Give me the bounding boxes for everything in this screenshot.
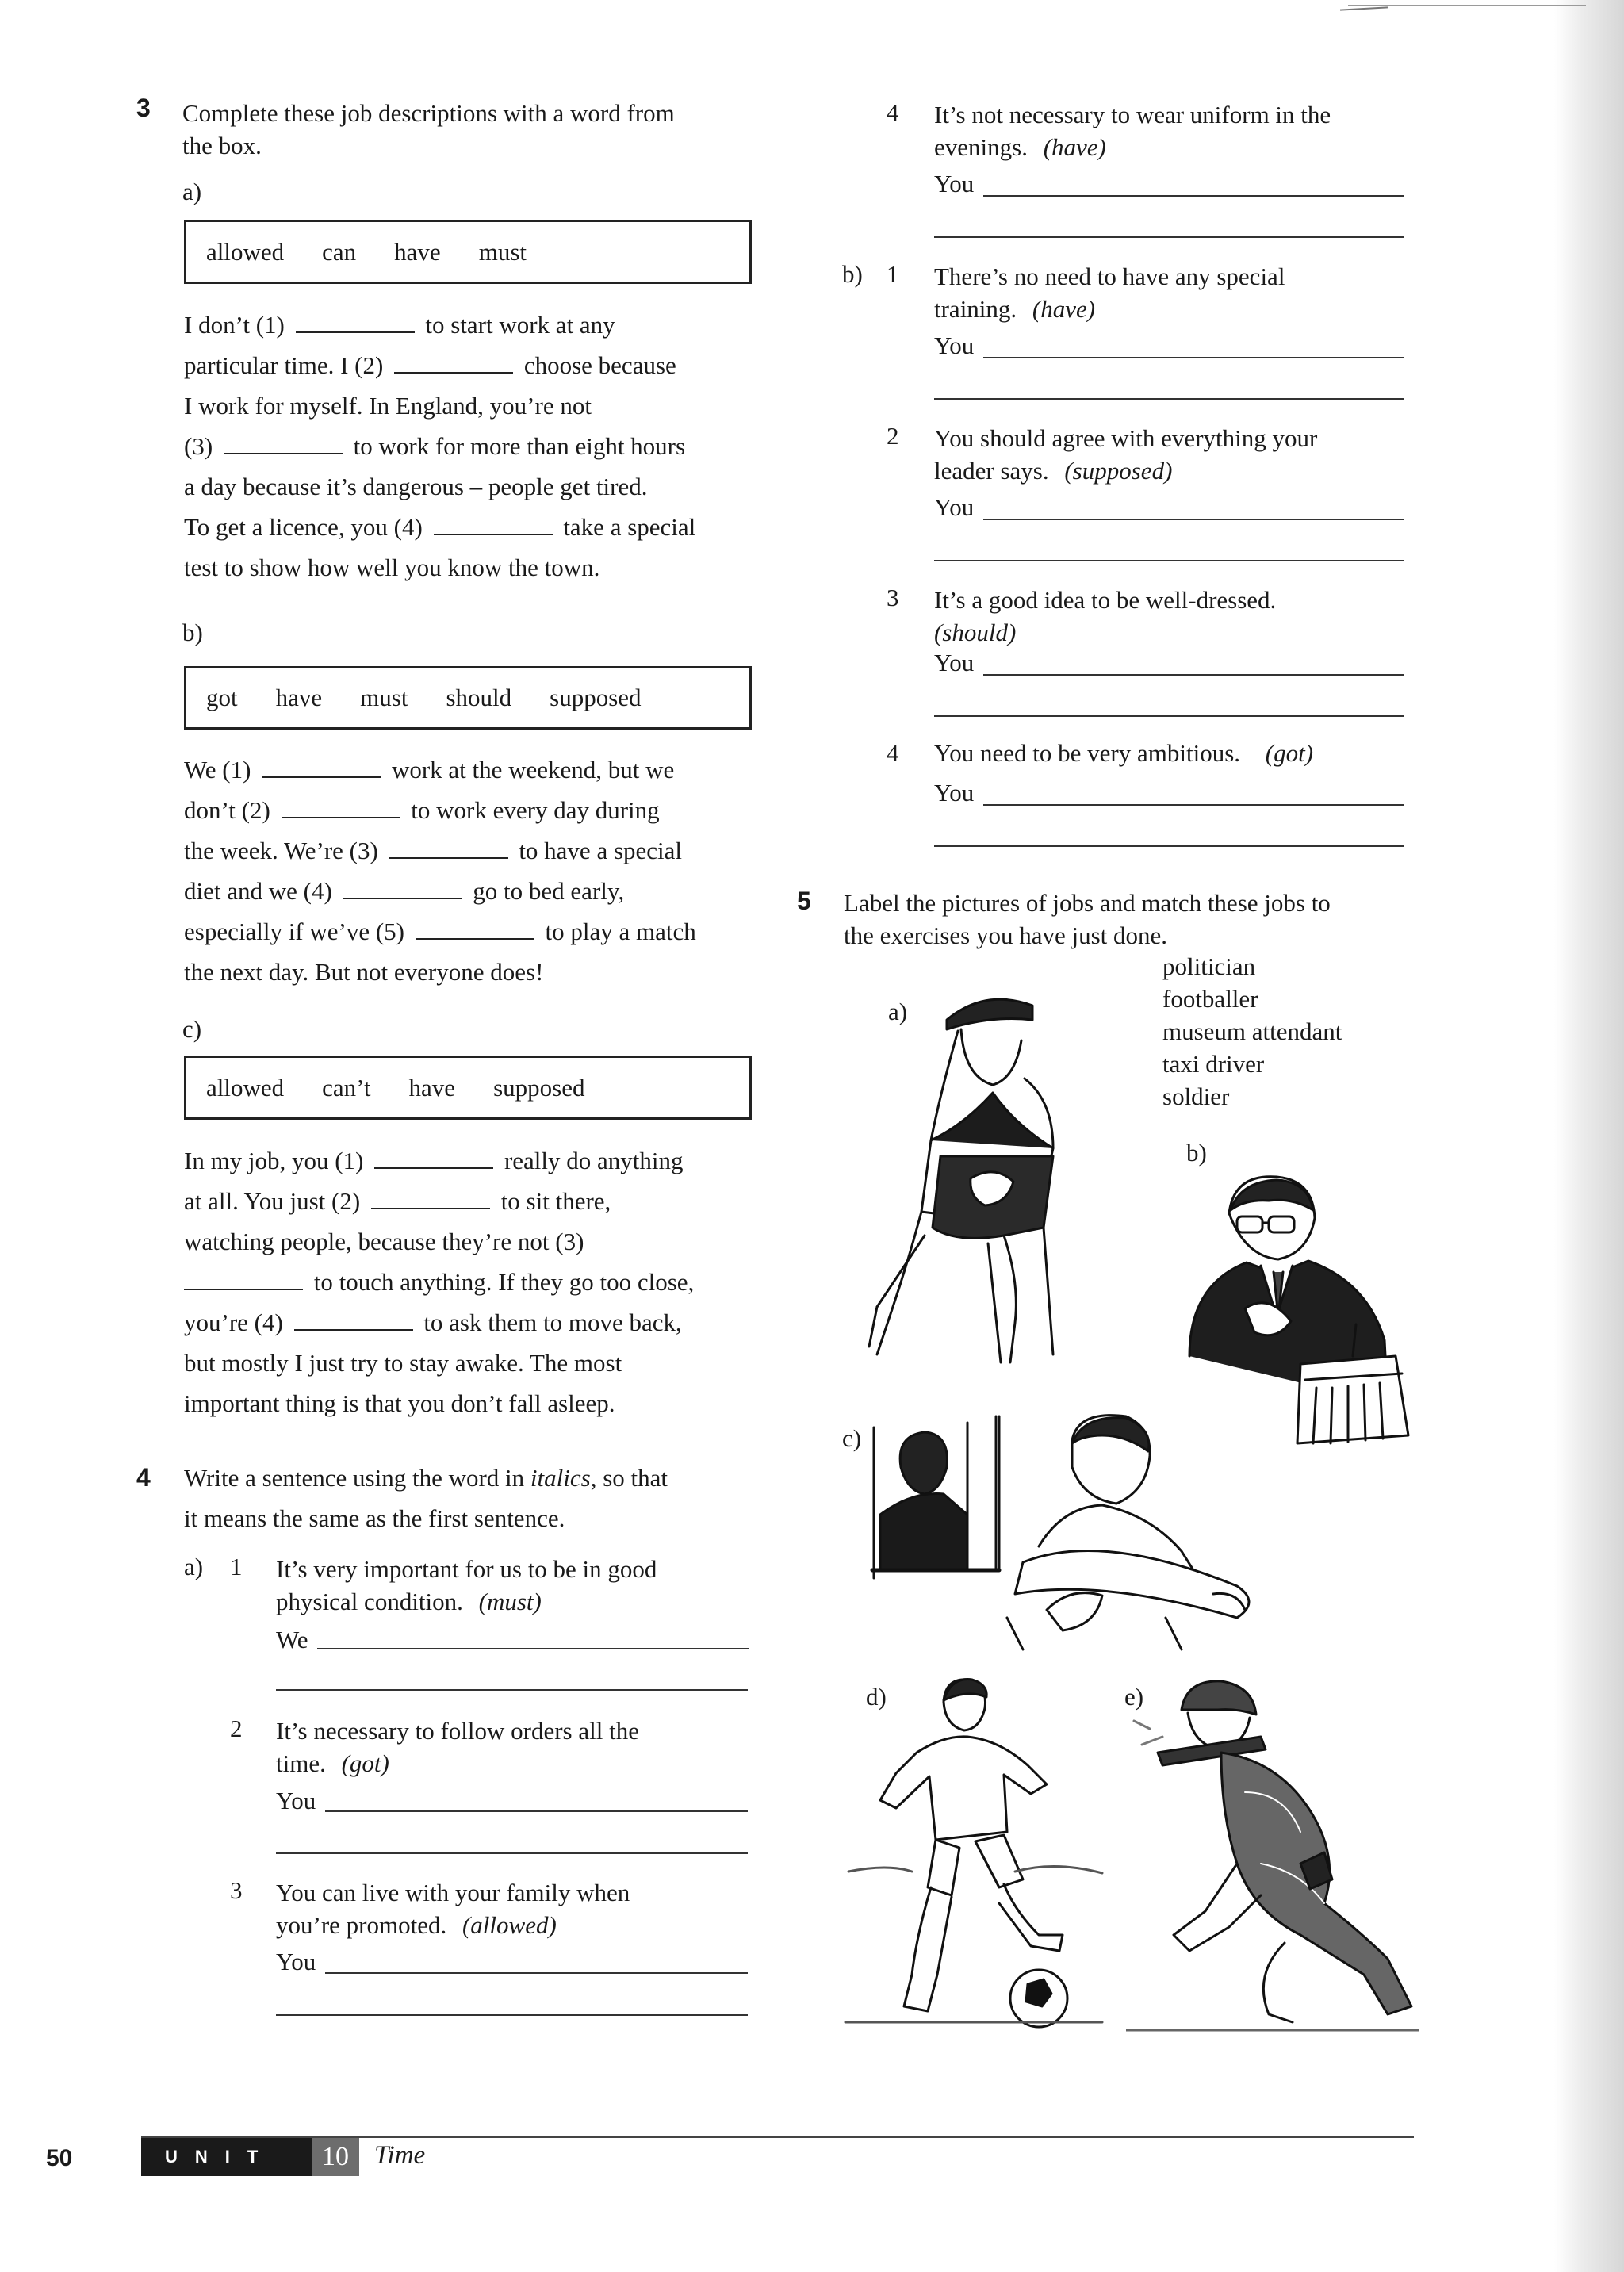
answer-line[interactable] bbox=[983, 195, 1404, 197]
box-word: got bbox=[206, 683, 238, 711]
item-text: There’s no need to have any special training. (have) bbox=[934, 262, 1285, 323]
text-line: at all. You just (2) to sit there, bbox=[184, 1181, 694, 1221]
footballer-illustration bbox=[841, 1673, 1110, 2038]
answer-blank[interactable] bbox=[224, 429, 343, 454]
answer-blank[interactable] bbox=[394, 348, 513, 374]
answer-start: You bbox=[934, 331, 975, 359]
answer-blank[interactable] bbox=[343, 874, 462, 899]
word-box-a bbox=[184, 220, 752, 284]
picture-label-c: c) bbox=[842, 1424, 862, 1452]
item-number: 2 bbox=[230, 1715, 243, 1742]
text-line: (3) to work for more than eight hours bbox=[184, 426, 695, 466]
job-list bbox=[1162, 950, 1342, 1113]
answer-line[interactable] bbox=[934, 560, 1404, 561]
paragraph-a bbox=[184, 305, 695, 588]
answer-line[interactable] bbox=[983, 519, 1404, 520]
instruction-line: it means the same as the first sentence. bbox=[184, 1504, 565, 1532]
answer-blank[interactable] bbox=[294, 1305, 413, 1331]
answer-line[interactable] bbox=[934, 398, 1404, 400]
instruction-line: the box. bbox=[182, 132, 262, 159]
text-line: I don’t (1) to start work at any bbox=[184, 305, 695, 345]
answer-start: You bbox=[934, 649, 975, 676]
box-word: have bbox=[275, 683, 323, 711]
taxi-driver-illustration bbox=[864, 1412, 1293, 1657]
item-number: 4 bbox=[887, 739, 899, 767]
text-line: the week. We’re (3) to have a special bbox=[184, 830, 696, 871]
answer-blank[interactable] bbox=[416, 914, 534, 940]
answer-blank[interactable] bbox=[389, 833, 508, 859]
section-c-label: c) bbox=[182, 1015, 202, 1043]
instruction-line: the exercises you have just done. bbox=[844, 921, 1168, 949]
exercise-4-number: 4 bbox=[136, 1463, 151, 1492]
box-word: have bbox=[394, 237, 441, 266]
answer-line[interactable] bbox=[934, 715, 1404, 717]
picture-label-a: a) bbox=[888, 998, 908, 1025]
unit-label: UNIT bbox=[141, 2138, 312, 2176]
box-word: supposed bbox=[550, 683, 642, 711]
job-item: politician bbox=[1162, 952, 1256, 980]
item-text: It’s necessary to follow orders all the time. (got) bbox=[276, 1717, 639, 1777]
paragraph-c bbox=[184, 1140, 694, 1423]
text-line: particular time. I (2) choose because bbox=[184, 345, 695, 385]
instruction-line: Complete these job descriptions with a word from bbox=[182, 99, 675, 127]
job-item: footballer bbox=[1162, 985, 1258, 1013]
text-line: a day because it’s dangerous – people get tired. bbox=[184, 473, 648, 500]
soldier-illustration bbox=[1126, 1673, 1419, 2038]
text-line: important thing is that you don’t fall asleep. bbox=[184, 1389, 615, 1417]
box-word: allowed bbox=[206, 1073, 285, 1102]
text-line: I work for myself. In England, you’re not bbox=[184, 392, 592, 420]
text-line: but mostly I just try to stay awake. The most bbox=[184, 1349, 622, 1377]
answer-start: You bbox=[934, 779, 975, 807]
item-number: 2 bbox=[887, 422, 899, 450]
text-line: We (1) work at the weekend, but we bbox=[184, 749, 696, 790]
section-a-label: a) bbox=[182, 178, 202, 205]
box-word: can bbox=[322, 237, 357, 266]
text-line: watching people, because they’re not (3) bbox=[184, 1228, 584, 1255]
answer-line[interactable] bbox=[983, 804, 1404, 806]
box-word: must bbox=[478, 237, 527, 266]
answer-blank[interactable] bbox=[262, 753, 381, 778]
answer-blank[interactable] bbox=[374, 1144, 493, 1169]
answer-blank[interactable] bbox=[184, 1265, 303, 1290]
section-b-label: b) bbox=[182, 619, 203, 646]
text-line: especially if we’ve (5) to play a match bbox=[184, 911, 696, 952]
answer-start: You bbox=[276, 1787, 316, 1814]
exercise-3-number: 3 bbox=[136, 94, 151, 122]
job-item: museum attendant bbox=[1162, 1017, 1342, 1045]
text-line: don’t (2) to work every day during bbox=[184, 790, 696, 830]
word-box-b bbox=[184, 666, 752, 730]
item-number: 3 bbox=[230, 1876, 243, 1904]
exercise-3-instruction bbox=[182, 93, 675, 166]
item-text: You can live with your family when you’re promoted. (allowed) bbox=[276, 1879, 630, 1939]
answer-start: You bbox=[934, 493, 975, 521]
box-word: can’t bbox=[322, 1073, 371, 1102]
item-number: 1 bbox=[230, 1553, 243, 1580]
picture-label-d: d) bbox=[866, 1683, 887, 1711]
text-line: diet and we (4) go to bed early, bbox=[184, 871, 696, 911]
answer-line[interactable] bbox=[934, 236, 1404, 238]
item-text: It’s not necessary to wear uniform in the evenings. (have) bbox=[934, 101, 1331, 161]
answer-start: We bbox=[276, 1626, 308, 1653]
museum-attendant-illustration bbox=[845, 974, 1131, 1370]
box-word: must bbox=[360, 683, 408, 711]
item-number: 1 bbox=[887, 260, 899, 288]
instruction-line: Write a sentence using the word in italics, so that bbox=[184, 1464, 668, 1492]
answer-line[interactable] bbox=[325, 1972, 748, 1974]
answer-start: You bbox=[276, 1948, 316, 1975]
exercise-5-number: 5 bbox=[797, 887, 811, 915]
top-mark bbox=[1340, 6, 1388, 10]
answer-blank[interactable] bbox=[282, 793, 400, 818]
exercise-5-instruction bbox=[844, 887, 1331, 952]
answer-blank[interactable] bbox=[434, 510, 553, 535]
box-word: supposed bbox=[493, 1073, 585, 1102]
answer-line[interactable] bbox=[276, 1689, 748, 1691]
answer-line[interactable] bbox=[983, 674, 1404, 676]
answer-blank[interactable] bbox=[371, 1184, 490, 1209]
job-item: taxi driver bbox=[1162, 1050, 1265, 1078]
exercise-4-instruction bbox=[184, 1458, 668, 1538]
page-number: 50 bbox=[46, 2145, 73, 2171]
answer-line[interactable] bbox=[276, 2014, 748, 2016]
item-number: 3 bbox=[887, 584, 899, 611]
item-text: It’s a good idea to be well-dressed. (should) bbox=[934, 586, 1277, 646]
unit-number: 10 bbox=[312, 2138, 359, 2176]
politician-illustration bbox=[1158, 1166, 1411, 1451]
unit-title: Time bbox=[374, 2141, 426, 2170]
item-number: 4 bbox=[887, 98, 899, 126]
box-word: should bbox=[446, 683, 512, 711]
answer-start: You bbox=[934, 170, 975, 197]
box-word: allowed bbox=[206, 237, 285, 266]
answer-line[interactable] bbox=[934, 845, 1404, 847]
box-word: have bbox=[408, 1073, 456, 1102]
text-line: to touch anything. If they go too close, bbox=[184, 1262, 694, 1302]
text-line: In my job, you (1) really do anything bbox=[184, 1140, 694, 1181]
item-text: It’s very important for us to be in good physical condition. (must) bbox=[276, 1555, 657, 1615]
page-edge-shadow bbox=[1554, 0, 1624, 2272]
part-a-label: a) bbox=[184, 1553, 204, 1580]
item-text: You need to be very ambitious. (got) bbox=[934, 739, 1314, 767]
text-line: you’re (4) to ask them to move back, bbox=[184, 1302, 694, 1343]
answer-line[interactable] bbox=[983, 357, 1404, 358]
part-b-label: b) bbox=[842, 260, 863, 288]
text-line: test to show how well you know the town. bbox=[184, 554, 600, 581]
paragraph-b bbox=[184, 749, 696, 992]
picture-label-b: b) bbox=[1186, 1139, 1207, 1167]
answer-blank[interactable] bbox=[296, 308, 415, 333]
picture-label-e: e) bbox=[1124, 1683, 1144, 1711]
text-line: To get a licence, you (4) take a special bbox=[184, 507, 695, 547]
text-line: the next day. But not everyone does! bbox=[184, 958, 544, 986]
item-text: You should agree with everything your leader says. (supposed) bbox=[934, 424, 1318, 485]
word-box-c bbox=[184, 1056, 752, 1120]
job-item: soldier bbox=[1162, 1082, 1230, 1110]
instruction-line: Label the pictures of jobs and match these jobs to bbox=[844, 889, 1331, 917]
answer-line[interactable] bbox=[276, 1852, 748, 1854]
answer-line[interactable] bbox=[325, 1810, 748, 1812]
answer-line[interactable] bbox=[317, 1648, 749, 1649]
